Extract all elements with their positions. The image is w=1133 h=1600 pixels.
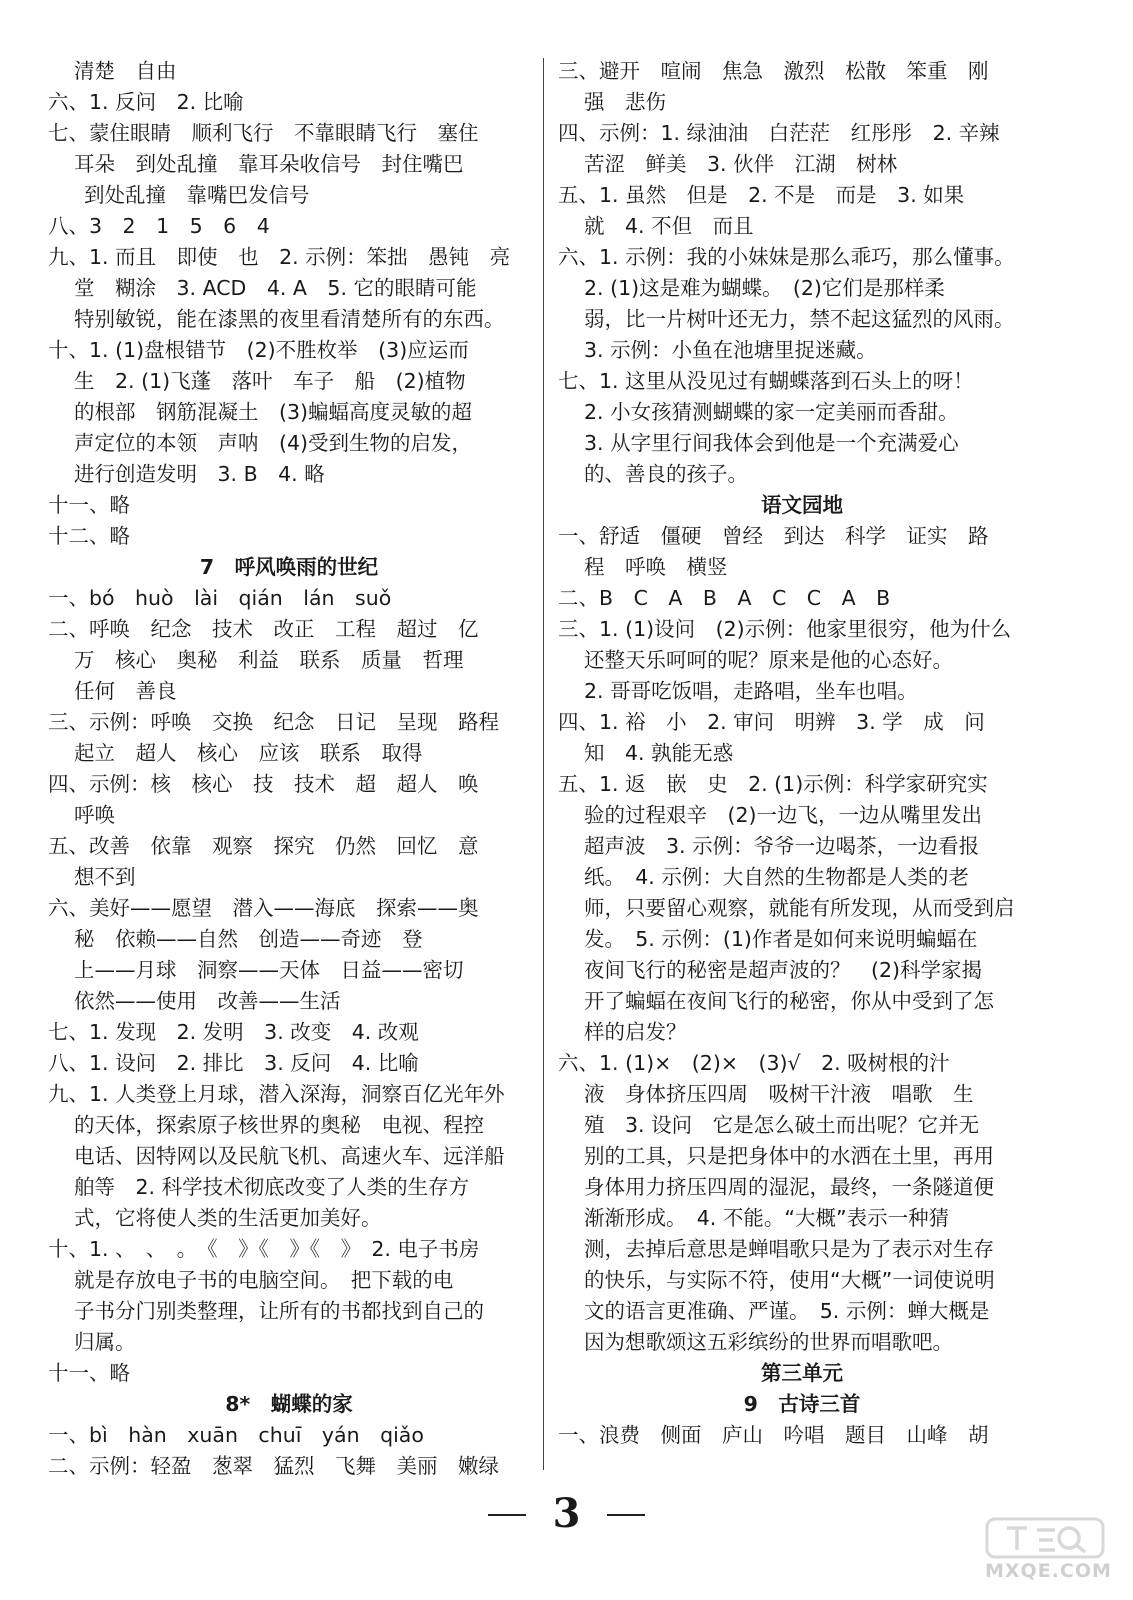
answer-line: 六、美好——愿望 潜入——海底 探索——奥 <box>48 896 479 920</box>
answer-line: 知 4. 孰能无惑 <box>584 741 734 765</box>
page-number: 3 <box>552 1490 581 1537</box>
answer-line: 九、1. 而且 即使 也 2. 示例：笨拙 愚钝 亮 <box>48 245 511 269</box>
answer-line: 起立 超人 核心 应该 联系 取得 <box>74 741 423 765</box>
answer-line: 超声波 3. 示例：爷爷一边喝茶，一边看报 <box>584 834 980 858</box>
answer-line: 进行创造发明 3. B 4. 略 <box>74 462 325 486</box>
answer-line: 文的语言更准确、严谨。 5. 示例：蝉大概是 <box>584 1299 990 1323</box>
answer-line: 清楚 自由 <box>74 59 177 83</box>
answer-line: 还整天乐呵呵的呢？原来是他的心态好。 <box>584 648 953 672</box>
answer-line: 子书分门别类整理，让所有的书都找到自己的 <box>74 1299 484 1323</box>
answer-line: 验的过程艰辛 (2)一边飞，一边从嘴里发出 <box>584 803 983 827</box>
right-column <box>558 56 1046 1451</box>
answer-line: 一、bó huò lài qián lán suǒ <box>48 586 392 610</box>
answer-line: 特别敏锐，能在漆黑的夜里看清楚所有的东西。 <box>74 307 505 331</box>
answer-line: 四、1. 裕 小 2. 审问 明辨 3. 学 成 问 <box>558 710 985 734</box>
answer-line: 殖 3. 设问 它是怎么破土而出呢？它并无 <box>584 1113 980 1137</box>
answer-line: 万 核心 奥秘 利益 联系 质量 哲理 <box>74 648 464 672</box>
answer-line: 三、示例：呼唤 交换 纪念 日记 呈现 路程 <box>48 710 499 734</box>
answer-line: 五、1. 虽然 但是 2. 不是 而是 3. 如果 <box>558 183 965 207</box>
left-column <box>48 56 530 1482</box>
answer-line: 十、1. (1)盘根错节 (2)不胜枚举 (3)应运而 <box>48 338 469 362</box>
answer-line: 十一、略 <box>48 493 130 517</box>
answer-line: 依然——使用 改善——生活 <box>74 989 341 1013</box>
answer-line: 九、1. 人类登上月球，潜入深海，洞察百亿光年外 <box>48 1082 505 1106</box>
answer-line: 就是存放电子书的电脑空间。 把下载的电 <box>74 1268 454 1292</box>
answer-line: 七、蒙住眼睛 顺利飞行 不靠眼睛飞行 塞住 <box>48 121 479 145</box>
answer-line: 七、1. 这里从没见过有蝴蝶落到石头上的呀！ <box>558 369 974 393</box>
answer-line: 堂 糊涂 3. ACD 4. A 5. 它的眼睛可能 <box>74 276 477 300</box>
watermark <box>947 1516 1115 1586</box>
answer-line: 别的工具，只是把身体中的水洒在土里，再用 <box>584 1144 994 1168</box>
answer-line: 发。 5. 示例：(1)作者是如何来说明蝙蝠在 <box>584 927 978 951</box>
answer-line: 想不到 <box>74 865 136 889</box>
answer-line: 就 4. 不但 而且 <box>584 214 754 238</box>
answer-line: 纸。 4. 示例：大自然的生物都是人类的老 <box>584 865 969 889</box>
section-title: 第三单元 <box>761 1361 843 1385</box>
answer-line: 2. (1)这是难为蝴蝶。 (2)它们是那样柔 <box>584 276 945 300</box>
watermark-domain: MXQE.COM <box>985 1560 1112 1582</box>
answer-line: 上——月球 洞察——天体 日益——密切 <box>74 958 464 982</box>
section-title: 7 呼风唤雨的世纪 <box>199 555 379 579</box>
answer-line: 五、1. 返 嵌 史 2. (1)示例：科学家研究实 <box>558 772 988 796</box>
watermark-logo <box>947 1516 1115 1560</box>
answer-line: 的快乐，与实际不符，使用“大概”一词使说明 <box>584 1268 995 1292</box>
answer-line: 2. 小女孩猜测蝴蝶的家一定美丽而香甜。 <box>584 400 959 424</box>
answer-line: 开了蝙蝠在夜间飞行的秘密，你从中受到了怎 <box>584 989 994 1013</box>
answer-line: 舶等 2. 科学技术彻底改变了人类的生存方 <box>74 1175 470 1199</box>
answer-line: 一、bì hàn xuān chuī yán qiǎo <box>48 1423 424 1447</box>
answer-line: 六、1. (1)× (2)× (3)√ 2. 吸树根的汁 <box>558 1051 950 1075</box>
answer-line: 七、1. 发现 2. 发明 3. 改变 4. 改观 <box>48 1020 419 1044</box>
answer-line: 六、1. 示例：我的小妹妹是那么乖巧，那么懂事。 <box>558 245 1015 269</box>
answer-line: 十、1. 、 、 。 《 》《 》《 》 2. 电子书房 <box>48 1237 480 1261</box>
answer-line: 一、舒适 僵硬 曾经 到达 科学 证实 路 <box>558 524 989 548</box>
answer-line: 四、示例：核 核心 技 技术 超 超人 唤 <box>48 772 479 796</box>
answer-line: 二、示例：轻盈 葱翠 猛烈 飞舞 美丽 嫩绿 <box>48 1454 499 1478</box>
answer-line: 呼唤 <box>74 803 115 827</box>
answer-line: 2. 哥哥吃饭唱，走路唱，坐车也唱。 <box>584 679 918 703</box>
answer-line: 的、善良的孩子。 <box>584 462 748 486</box>
answer-line: 声定位的本领 声呐 (4)受到生物的启发， <box>74 431 473 455</box>
section-title: 语文园地 <box>761 493 843 517</box>
answer-line: 强 悲伤 <box>584 90 666 114</box>
answer-line: 生 2. (1)飞蓬 落叶 车子 船 (2)植物 <box>74 369 466 393</box>
answer-line: 身体用力挤压四周的湿泥，最终，一条隧道便 <box>584 1175 994 1199</box>
answer-line: 耳朵 到处乱撞 靠耳朵收信号 封住嘴巴 <box>74 152 464 176</box>
answer-line: 3. 从字里行间我体会到他是一个充满爱心 <box>584 431 959 455</box>
answer-line: 二、B C A B A C C A B <box>558 586 891 610</box>
answer-line: 师，只要留心观察，就能有所发现，从而受到启 <box>584 896 1015 920</box>
answer-line: 因为想歌颂这五彩缤纷的世界而唱歌吧。 <box>584 1330 953 1354</box>
answer-line: 八、1. 设问 2. 排比 3. 反问 4. 比喻 <box>48 1051 419 1075</box>
section-title: 9 古诗三首 <box>743 1392 861 1416</box>
section-title: 8* 蝴蝶的家 <box>225 1392 353 1416</box>
answer-line: 秘 依赖——自然 创造——奇迹 登 <box>74 927 423 951</box>
answer-line: 十二、略 <box>48 524 130 548</box>
answer-line: 归属。 <box>74 1330 136 1354</box>
answer-line: 八、3 2 1 5 6 4 <box>48 214 270 238</box>
answer-line: 十一、略 <box>48 1361 130 1385</box>
answer-line: 的根部 钢筋混凝土 (3)蝙蝠高度灵敏的超 <box>74 400 473 424</box>
answer-line: 测，去掉后意思是蝉唱歌只是为了表示对生存 <box>584 1237 994 1261</box>
answer-line: 到处乱撞 靠嘴巴发信号 <box>84 183 310 207</box>
answer-line: 夜间飞行的秘密是超声波的？ (2)科学家揭 <box>584 958 983 982</box>
answer-line: 三、1. (1)设问 (2)示例：他家里很穷，他为什么 <box>558 617 1012 641</box>
answer-line: 3. 示例：小鱼在池塘里捉迷藏。 <box>584 338 877 362</box>
answer-line: 六、1. 反问 2. 比喻 <box>48 90 244 114</box>
answer-line: 苦涩 鲜美 3. 伙伴 江湖 树林 <box>584 152 898 176</box>
answer-line: 式，它将使人类的生活更加美好。 <box>74 1206 382 1230</box>
answer-line: 二、呼唤 纪念 技术 改正 工程 超过 亿 <box>48 617 479 641</box>
footer-dash-right <box>607 1514 645 1516</box>
answer-line: 四、示例：1. 绿油油 白茫茫 红彤彤 2. 辛辣 <box>558 121 1000 145</box>
answer-line: 弱，比一片树叶还无力，禁不起这猛烈的风雨。 <box>584 307 1015 331</box>
answer-line: 任何 善良 <box>74 679 177 703</box>
column-divider <box>543 58 544 1470</box>
answer-line: 电话、因特网以及民航飞机、高速火车、远洋船 <box>74 1144 505 1168</box>
answer-line: 程 呼唤 横竖 <box>584 555 728 579</box>
answer-line: 一、浪费 侧面 庐山 吟唱 题目 山峰 胡 <box>558 1423 989 1447</box>
answer-line: 液 身体挤压四周 吸树干汁液 唱歌 生 <box>584 1082 974 1106</box>
answer-line: 的天体，探索原子核世界的奥秘 电视、程控 <box>74 1113 484 1137</box>
answer-line: 样的启发？ <box>584 1020 687 1044</box>
answer-line: 三、避开 喧闹 焦急 激烈 松散 笨重 刚 <box>558 59 989 83</box>
answer-line: 渐渐形成。 4. 不能。“大概”表示一种猜 <box>584 1206 950 1230</box>
answer-line: 五、改善 依靠 观察 探究 仍然 回忆 意 <box>48 834 479 858</box>
